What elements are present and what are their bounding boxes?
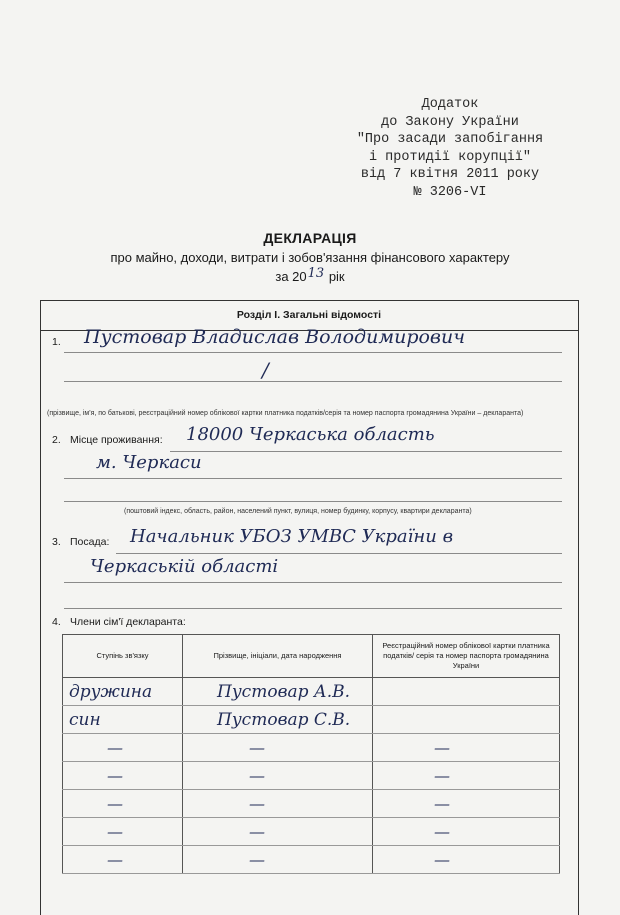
tax-id-cell <box>373 706 560 734</box>
declaration-year <box>0 266 620 284</box>
name-cell: — <box>183 762 373 790</box>
year-prefix: за 20 <box>275 269 307 284</box>
declaration-subtitle: про майно, доходи, витрати і зобов'язання фінансового характеру <box>110 250 510 265</box>
year-suffix: рік <box>328 269 345 284</box>
field3-line <box>116 553 562 554</box>
name-cell: — <box>183 790 373 818</box>
annex-line: до Закону України <box>381 114 519 130</box>
column-header-tax-id: Реєстраційний номер облікової картки платника податків/ серія та номер паспорта громадянина України <box>373 635 560 678</box>
field4-label: Члени сім'ї декларанта: <box>70 616 186 628</box>
table-row <box>63 678 560 706</box>
field3-value-line2: Черкаській області <box>90 556 279 577</box>
field2-number: 2. <box>52 434 61 446</box>
field2-value-line2: м. Черкаси <box>96 452 202 473</box>
relation-cell: син <box>63 706 183 734</box>
field1-mark: / <box>262 358 269 382</box>
field2-line <box>170 451 562 452</box>
tax-id-cell: — <box>373 734 560 762</box>
tax-id-cell <box>373 678 560 706</box>
annex-line: № 3206-VI <box>413 184 487 200</box>
name-cell: Пустовар А.В. <box>183 678 373 706</box>
relation-cell: — <box>63 818 183 846</box>
annex-line: і протидії корупції" <box>368 149 532 165</box>
field3-line <box>64 608 562 609</box>
table-row <box>63 818 560 846</box>
table-row <box>63 706 560 734</box>
column-header-name: Прізвище, ініціали, дата народження <box>183 635 373 678</box>
name-cell: Пустовар С.В. <box>183 706 373 734</box>
field1-line <box>64 381 562 382</box>
declaration-title: ДЕКЛАРАЦІЯ <box>263 230 357 246</box>
field1-number: 1. <box>52 336 61 348</box>
field2-value-line1: 18000 Черкаська область <box>186 424 435 445</box>
tax-id-cell: — <box>373 818 560 846</box>
field4-number: 4. <box>52 616 61 628</box>
field1-hint: (прізвище, ім'я, по батькові, реєстраційний номер облікової картки платника податків/серія та номер паспорта громадянина України – декларанта) <box>47 410 524 417</box>
family-members-table <box>62 634 560 874</box>
column-header-relation: Ступінь зв'язку <box>63 635 183 678</box>
relation-cell: — <box>63 790 183 818</box>
field1-line <box>64 352 562 353</box>
field3-label: Посада: <box>70 536 110 548</box>
annex-line: від 7 квітня 2011 року <box>360 167 540 182</box>
annex-line: "Про засади запобігання <box>356 132 544 147</box>
tax-id-cell: — <box>373 846 560 874</box>
relation-cell: — <box>63 734 183 762</box>
table-row <box>63 734 560 762</box>
field3-line <box>64 582 562 583</box>
name-cell: — <box>183 734 373 762</box>
name-cell: — <box>183 818 373 846</box>
relation-cell: — <box>63 846 183 874</box>
name-cell: — <box>183 846 373 874</box>
tax-id-cell: — <box>373 790 560 818</box>
annex-line: Додаток <box>421 97 479 112</box>
section-header: Розділ І. Загальні відомості <box>40 300 578 331</box>
annex-header <box>330 96 570 201</box>
year-handwritten: 13 <box>307 266 325 281</box>
table-header-row <box>63 635 560 678</box>
field2-line <box>64 501 562 502</box>
field3-number: 3. <box>52 536 61 548</box>
table-row <box>63 846 560 874</box>
relation-cell: дружина <box>63 678 183 706</box>
field2-label: Місце проживання: <box>70 434 163 446</box>
relation-cell: — <box>63 762 183 790</box>
field2-line <box>64 478 562 479</box>
field3-value-line1: Начальник УБОЗ УМВС України в <box>130 526 454 547</box>
field2-hint: (поштовий індекс, область, район, населений пункт, вулиця, номер будинку, корпусу, квартири декларанта) <box>124 508 472 515</box>
table-row <box>63 762 560 790</box>
tax-id-cell: — <box>373 762 560 790</box>
table-row <box>63 790 560 818</box>
field1-value: Пустовар Владислав Володимирович <box>84 326 466 348</box>
